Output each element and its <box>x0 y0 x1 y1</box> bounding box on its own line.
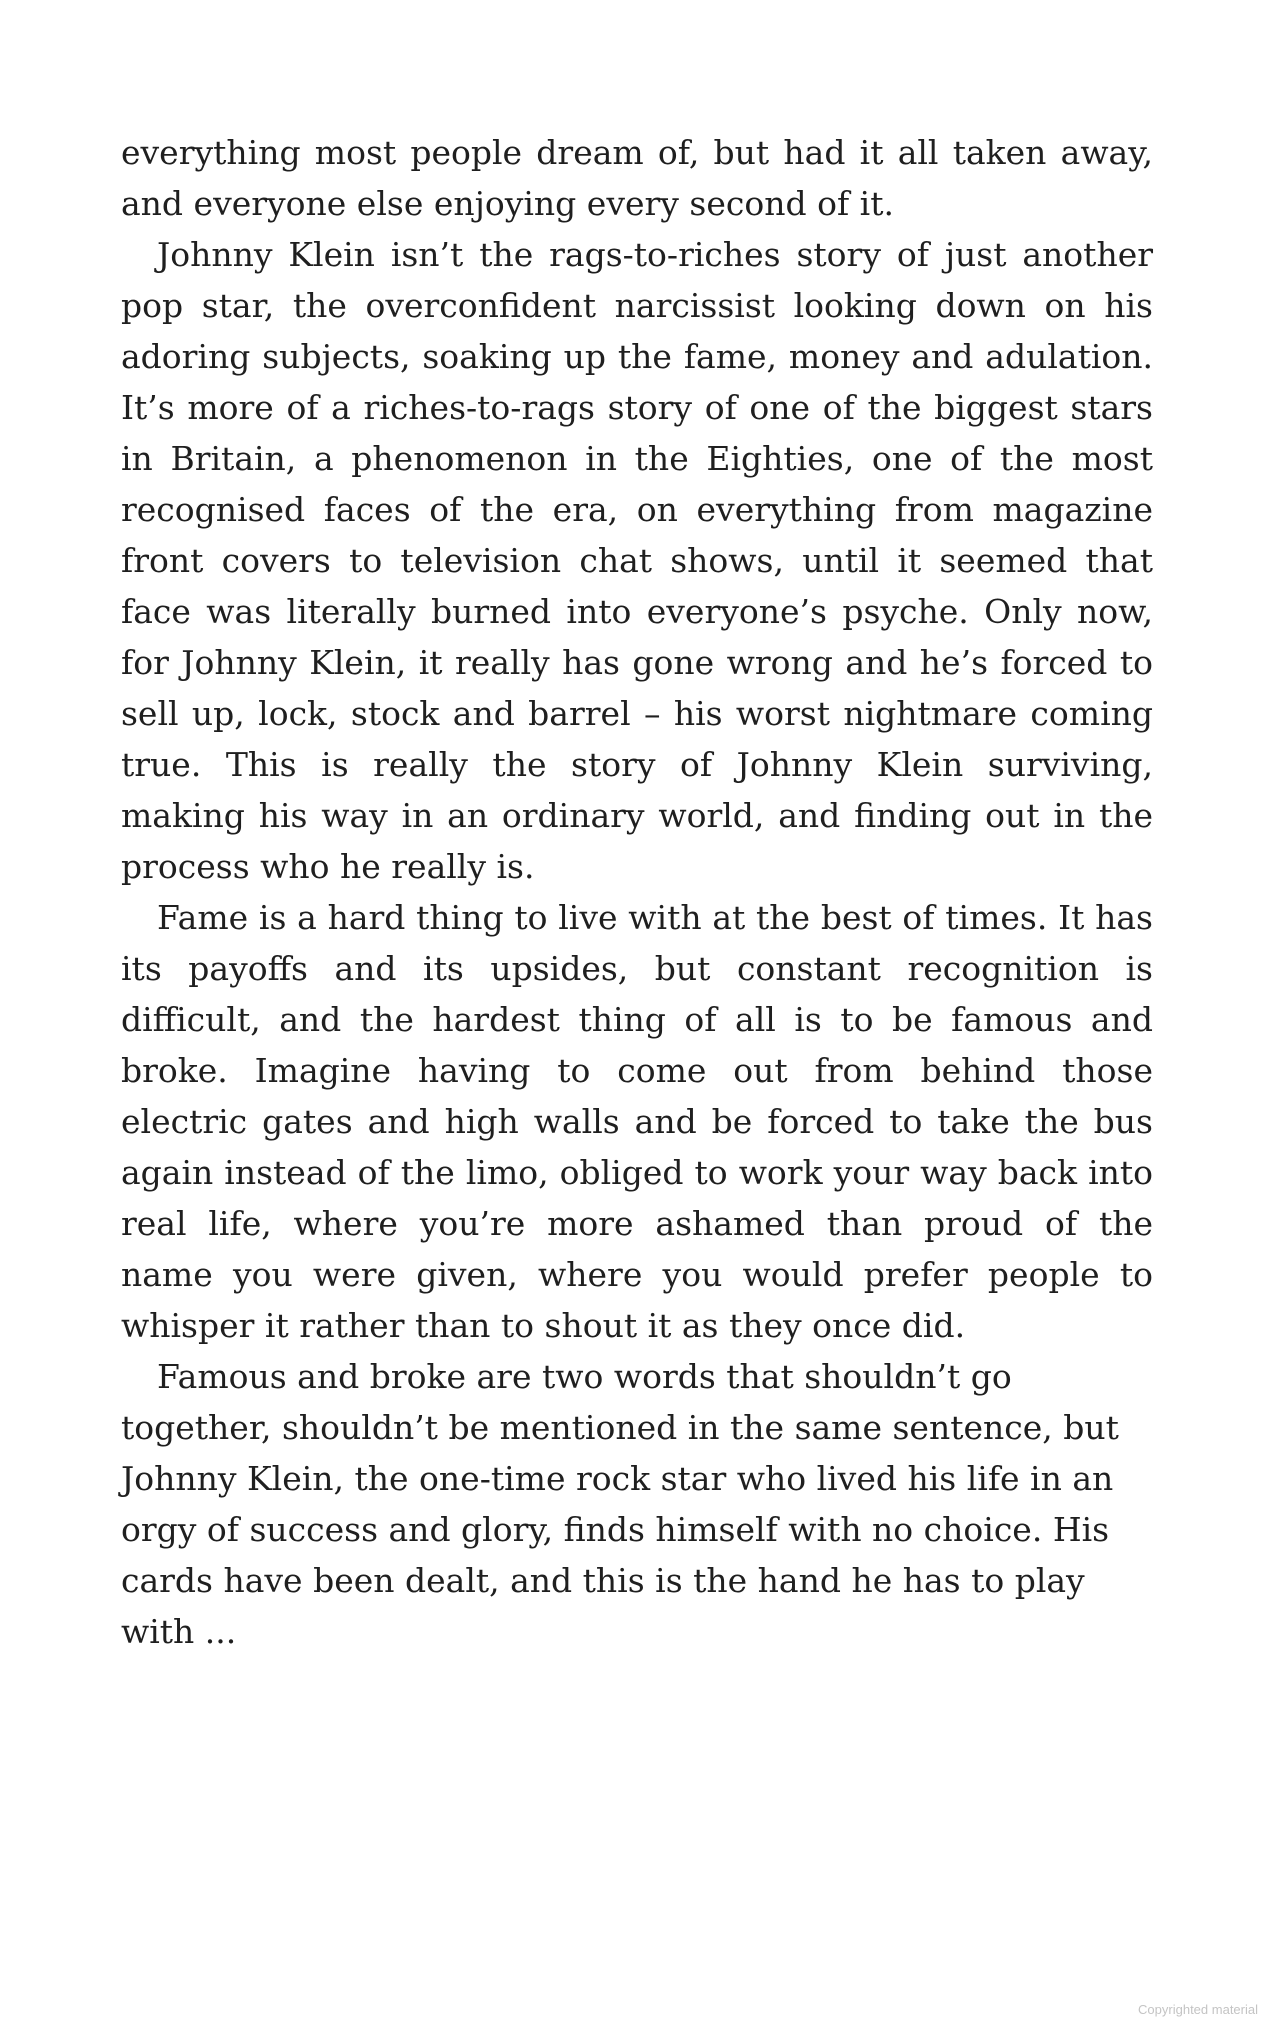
copyright-watermark: Copyrighted material <box>1138 2002 1258 2017</box>
paragraph-johnny-klein: Johnny Klein isn’t the rags-to-riches story of just another pop star, the overconfident narcissist looking down on his adoring subjects, soaking up the fame, money and adulation. It’s more of a riches-to-rags story of one of the biggest stars in Britain, a phenomenon in the Eighties, one of the most recognised faces of the era, on everything from magazine front covers to television chat shows, until it seemed that face was literally burned into everyone’s psyche. Only now, for Johnny Klein, it really has gone wrong and he’s forced to sell up, lock, stock and barrel – his worst nightmare coming true. This is really the story of Johnny Klein surviving, making his way in an ordinary world, and finding out in the process who he really is. <box>121 235 1153 886</box>
paragraph-fame: Fame is a hard thing to live with at the best of times. It has its payoffs and its upsides, but constant recognition is difficult, and the hardest thing of all is to be famous and broke. Imagine having to come out from behind those electric gates and high walls and be forced to take the bus again instead of the limo, obliged to work your way back into real life, where you’re more ashamed than proud of the name you were given, where you would prefer people to whisper it rather than to shout it as they once did. <box>121 898 1153 1345</box>
body-text <box>121 127 1153 1657</box>
paragraph-continuation: everything most people dream of, but had it all taken away, and everyone else enjoying every second of it. <box>121 133 1153 223</box>
paragraph-famous-and-broke: Famous and broke are two words that shouldn’t go together, shouldn’t be mentioned in the same sentence, but Johnny Klein, the one-time rock star who lived his life in an orgy of success and glory, finds himself with no choice. His cards have been dealt, and this is the hand he has to play with ... <box>121 1357 1119 1651</box>
